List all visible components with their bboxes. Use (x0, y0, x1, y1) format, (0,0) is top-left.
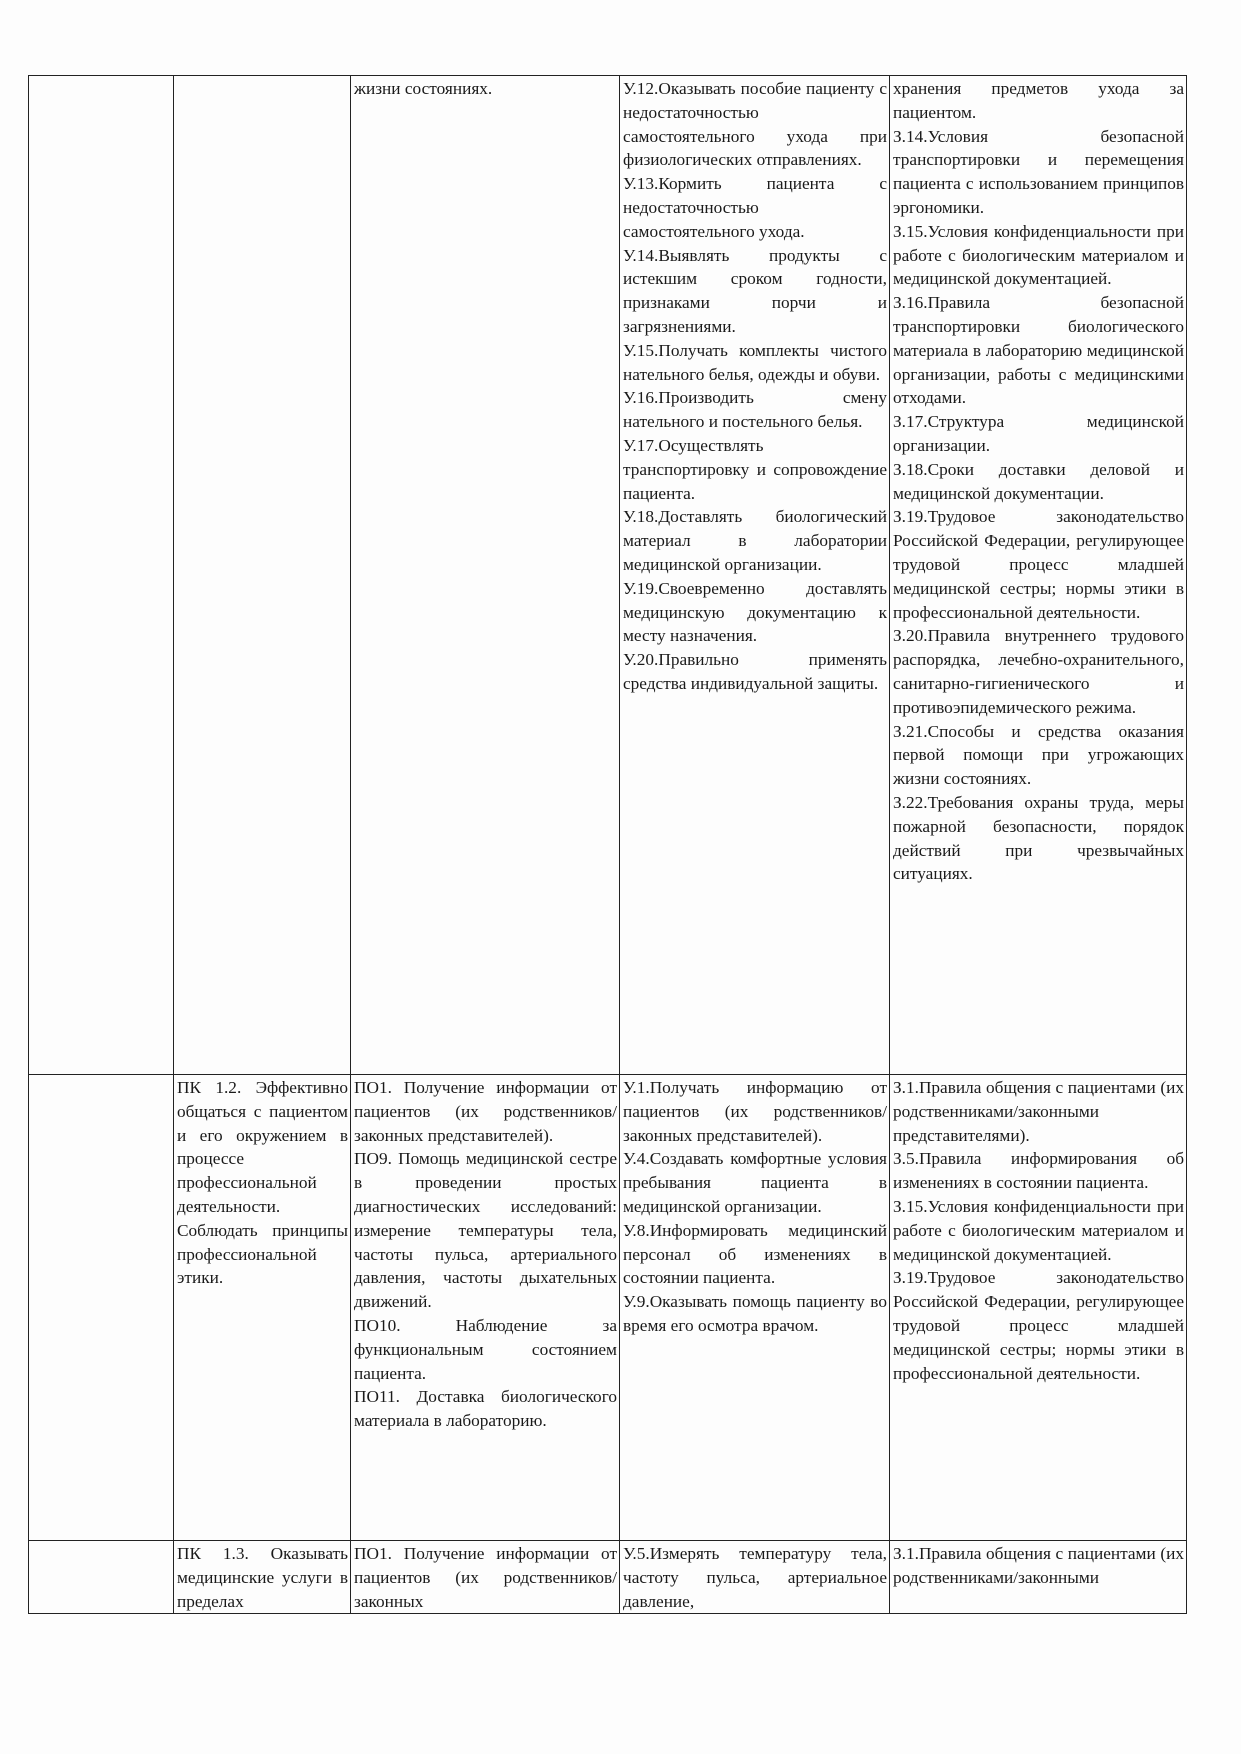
cell-paragraph: З.14.Условия безопасной транспортировки и перемещения пациента с использованием принципов эргономики. (893, 126, 1184, 217)
cell-paragraph: У.9.Оказывать помощь пациенту во время его осмотра врачом. (623, 1292, 887, 1335)
cell-paragraph: ПО11. Доставка биологического материала в лабораторию. (354, 1387, 617, 1431)
cell-paragraph: З.22.Требования охраны труда, меры пожарной безопасности, порядок действий при чрезвычайных ситуациях. (893, 792, 1184, 884)
skills-cell (620, 1075, 890, 1541)
table-row (29, 76, 1187, 1075)
knowledge-cell (890, 76, 1187, 1075)
cell-paragraph: З.1.Правила общения с пациентами (их родственниками/законными (893, 1544, 1184, 1587)
cell-paragraph: ПО1. Получение информации от пациентов (их родственников/законных представителей). (354, 1078, 617, 1145)
skills-cell (620, 1541, 890, 1614)
cell-paragraph: У.5.Измерять температуру тела, частоту пульса, артериальное давление, (623, 1544, 887, 1611)
practical-experience-cell (351, 1541, 620, 1614)
cell-paragraph: ПО10. Наблюдение за функциональным состоянием пациента. (354, 1315, 617, 1383)
cell-paragraph: ПК 1.2. Эффективно общаться с пациентом и его окружением в процессе профессиональной деятельности. Соблюдать принципы профессиональной этики. (177, 1078, 348, 1288)
cell-paragraph: У.18.Доставлять биологический материал в лаборатории медицинской организации. (623, 507, 887, 574)
cell-paragraph: З.19.Трудовое законодательство Российской Федерации, регулирующее трудовой процесс младшей медицинской сестры; нормы этики в профессиональной деятельности. (893, 507, 1184, 622)
index-cell (29, 1541, 174, 1614)
competency-cell (174, 76, 351, 1075)
cell-paragraph: У.1.Получать информацию от пациентов (их родственников/законных представителей). (623, 1078, 887, 1145)
cell-paragraph: ПО9. Помощь медицинской сестре в проведении простых диагностических исследований: измерение температуры тела, частоты пульса, артериального давления, частоты дыхательных движений. (354, 1149, 617, 1312)
knowledge-cell (890, 1541, 1187, 1614)
cell-paragraph: З.1.Правила общения с пациентами (их родственниками/законными представителями). (893, 1078, 1184, 1145)
cell-paragraph: хранения предметов ухода за пациентом. (893, 79, 1184, 122)
cell-paragraph: З.16.Правила безопасной транспортировки биологического материала в лабораторию медицинской организации, работы с медицинскими отходами. (893, 293, 1184, 408)
skills-cell (620, 76, 890, 1075)
cell-paragraph: З.15.Условия конфиденциальности при работе с биологическим материалом и медицинской документацией. (893, 221, 1184, 289)
cell-paragraph: жизни состояниях. (354, 79, 493, 98)
knowledge-cell (890, 1075, 1187, 1541)
cell-paragraph: У.12.Оказывать пособие пациенту с недостаточностью самостоятельного ухода при физиологических отправлениях. (623, 79, 887, 170)
index-cell (29, 76, 174, 1075)
cell-paragraph: У.20.Правильно применять средства индивидуальной защиты. (623, 650, 887, 693)
cell-paragraph: У.17.Осуществлять транспортировку и сопровождение пациента. (623, 435, 887, 503)
table-row (29, 1541, 1187, 1614)
cell-paragraph: У.8.Информировать медицинский персонал об изменениях в состоянии пациента. (623, 1220, 887, 1288)
cell-paragraph: У.4.Создавать комфортные условия пребывания пациента в медицинской организации. (623, 1149, 887, 1216)
cell-paragraph: ПО1. Получение информации от пациентов (их родственников/законных (354, 1544, 617, 1611)
cell-paragraph: З.5.Правила информирования об изменениях в состоянии пациента. (893, 1149, 1184, 1193)
cell-paragraph: З.20.Правила внутреннего трудового распорядка, лечебно-охранительного, санитарно-гигиенического и противоэпидемического режима. (893, 626, 1184, 717)
cell-paragraph: ПК 1.3. Оказывать медицинские услуги в пределах (177, 1544, 348, 1611)
practical-experience-cell (351, 1075, 620, 1541)
cell-paragraph: У.16.Производить смену нательного и постельного белья. (623, 388, 887, 432)
cell-paragraph: У.15.Получать комплекты чистого нательного белья, одежды и обуви. (623, 340, 887, 384)
cell-paragraph: З.19.Трудовое законодательство Российской Федерации, регулирующее трудовой процесс младшей медицинской сестры; нормы этики в профессиональной деятельности. (893, 1268, 1184, 1383)
table-row (29, 1075, 1187, 1541)
competency-table (28, 75, 1187, 1614)
cell-paragraph: У.14.Выявлять продукты с истекшим сроком годности, признаками порчи и загрязнениями. (623, 245, 887, 336)
cell-paragraph: З.15.Условия конфиденциальности при работе с биологическим материалом и медицинской документацией. (893, 1196, 1184, 1264)
competency-cell (174, 1075, 351, 1541)
index-cell (29, 1075, 174, 1541)
cell-paragraph: З.21.Способы и средства оказания первой помощи при угрожающих жизни состояниях. (893, 721, 1184, 789)
practical-experience-cell (351, 76, 620, 1075)
cell-paragraph: З.18.Сроки доставки деловой и медицинской документации. (893, 459, 1184, 503)
cell-paragraph: З.17.Структура медицинской организации. (893, 412, 1184, 455)
competency-cell (174, 1541, 351, 1614)
cell-paragraph: У.13.Кормить пациента с недостаточностью самостоятельного ухода. (623, 174, 887, 241)
cell-paragraph: У.19.Своевременно доставлять медицинскую документацию к месту назначения. (623, 578, 887, 646)
